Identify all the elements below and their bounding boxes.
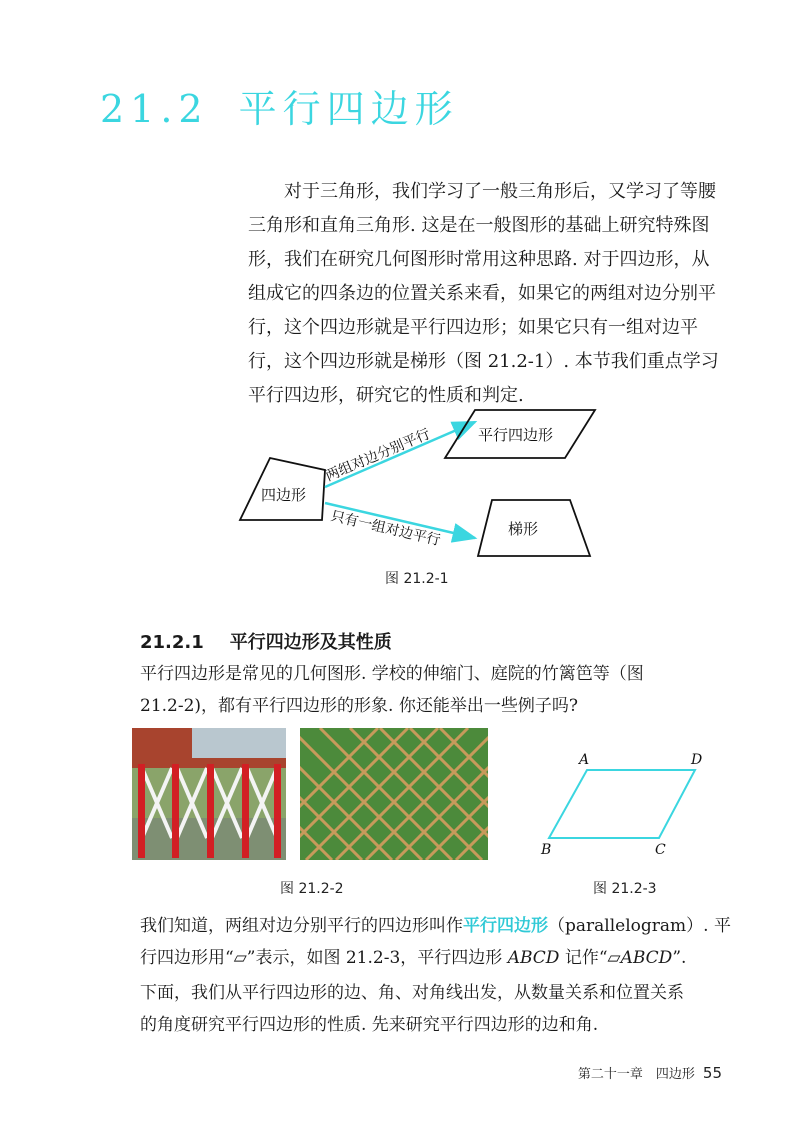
- folding-gate-photo: [132, 728, 286, 860]
- quadrilateral-label: 四边形: [261, 486, 307, 504]
- bamboo-fence-photo: [300, 728, 488, 860]
- para-line: 下面，我们从平行四边形的边、角、对角线出发，从数量关系和位置关系: [140, 983, 684, 1003]
- subsection-title: 平行四边形及其性质: [229, 632, 392, 653]
- lower-arrow-label: 只有一组对边平行: [329, 508, 442, 550]
- trapezoid-label: 梯形: [508, 520, 539, 538]
- folding-gate-image: [132, 728, 286, 860]
- paragraph-next-study: [140, 977, 750, 1041]
- intro-line: 行，这个四边形就是梯形（图 21.2-1）. 本节我们重点学习: [248, 351, 719, 372]
- parallelogram-label: 平行四边形: [478, 426, 554, 444]
- intro-line: 组成它的四条边的位置关系来看，如果它的两组对边分别平: [248, 283, 716, 304]
- vertex-label-d: D: [691, 752, 703, 768]
- section-number: 21.2: [100, 87, 209, 131]
- vertex-label-b: B: [541, 842, 552, 858]
- intro-line: 对于三角形，我们学习了一般三角形后，又学习了等腰: [284, 181, 716, 202]
- definition-text: 记作“▱: [559, 948, 621, 968]
- subsection-heading: [140, 628, 392, 654]
- abcd-name: ABCD: [620, 948, 673, 968]
- subsection-number: 21.2.1: [140, 632, 204, 653]
- vertex-label-c: C: [655, 842, 666, 858]
- para-line: 的角度研究平行四边形的性质. 先来研究平行四边形的边和角.: [140, 1015, 599, 1035]
- intro-line: 平行四边形，研究它的性质和判定.: [248, 385, 524, 406]
- figure-parallelogram-abcd: [535, 750, 725, 860]
- definition-text: 行四边形用“▱”表示，如图 21.2-3，平行四边形: [140, 948, 508, 968]
- paragraph-examples: [140, 658, 750, 722]
- section-title: [100, 78, 459, 133]
- parallelogram-abcd-shape: [549, 770, 695, 838]
- paragraph-definition: [140, 910, 750, 974]
- figure2-caption: 图 21.2-2: [280, 881, 344, 897]
- para-line: 21.2-2)，都有平行四边形的形象. 你还能举出一些例子吗?: [140, 696, 578, 716]
- para-line: 平行四边形是常见的几何图形. 学校的伸缩门、庭院的竹篱笆等（图: [140, 664, 644, 684]
- page-footer: [578, 1063, 722, 1082]
- figure-quadrilateral-classification: [230, 400, 630, 560]
- intro-line: 行，这个四边形就是平行四边形；如果它只有一组对边平: [248, 317, 698, 338]
- definition-text: 我们知道，两组对边分别平行的四边形叫作: [140, 916, 463, 936]
- vertex-label-a: A: [579, 752, 590, 768]
- figure3-caption: 图 21.2-3: [593, 881, 657, 897]
- chapter-label: 第二十一章 四边形: [577, 1067, 695, 1082]
- upper-arrow-label: 两组对边分别平行: [323, 426, 433, 485]
- definition-line-2: [140, 942, 750, 974]
- definition-line-1: [140, 910, 750, 942]
- intro-line: 形，我们在研究几何图形时常用这种思路. 对于四边形，从: [248, 249, 710, 270]
- intro-line: 三角形和直角三角形. 这是在一般图形的基础上研究特殊图: [248, 215, 710, 236]
- figure1-caption: 图 21.2-1: [385, 571, 449, 587]
- definition-text: ”.: [672, 948, 687, 968]
- definition-text: （parallelogram）. 平: [548, 916, 731, 936]
- parallelogram-term: 平行四边形: [463, 916, 548, 936]
- bamboo-fence-image: [300, 728, 488, 860]
- abcd-name: ABCD: [507, 948, 560, 968]
- section-title-text: 平行四边形: [238, 87, 459, 131]
- intro-paragraph: [248, 175, 748, 413]
- page-number: 55: [702, 1064, 722, 1082]
